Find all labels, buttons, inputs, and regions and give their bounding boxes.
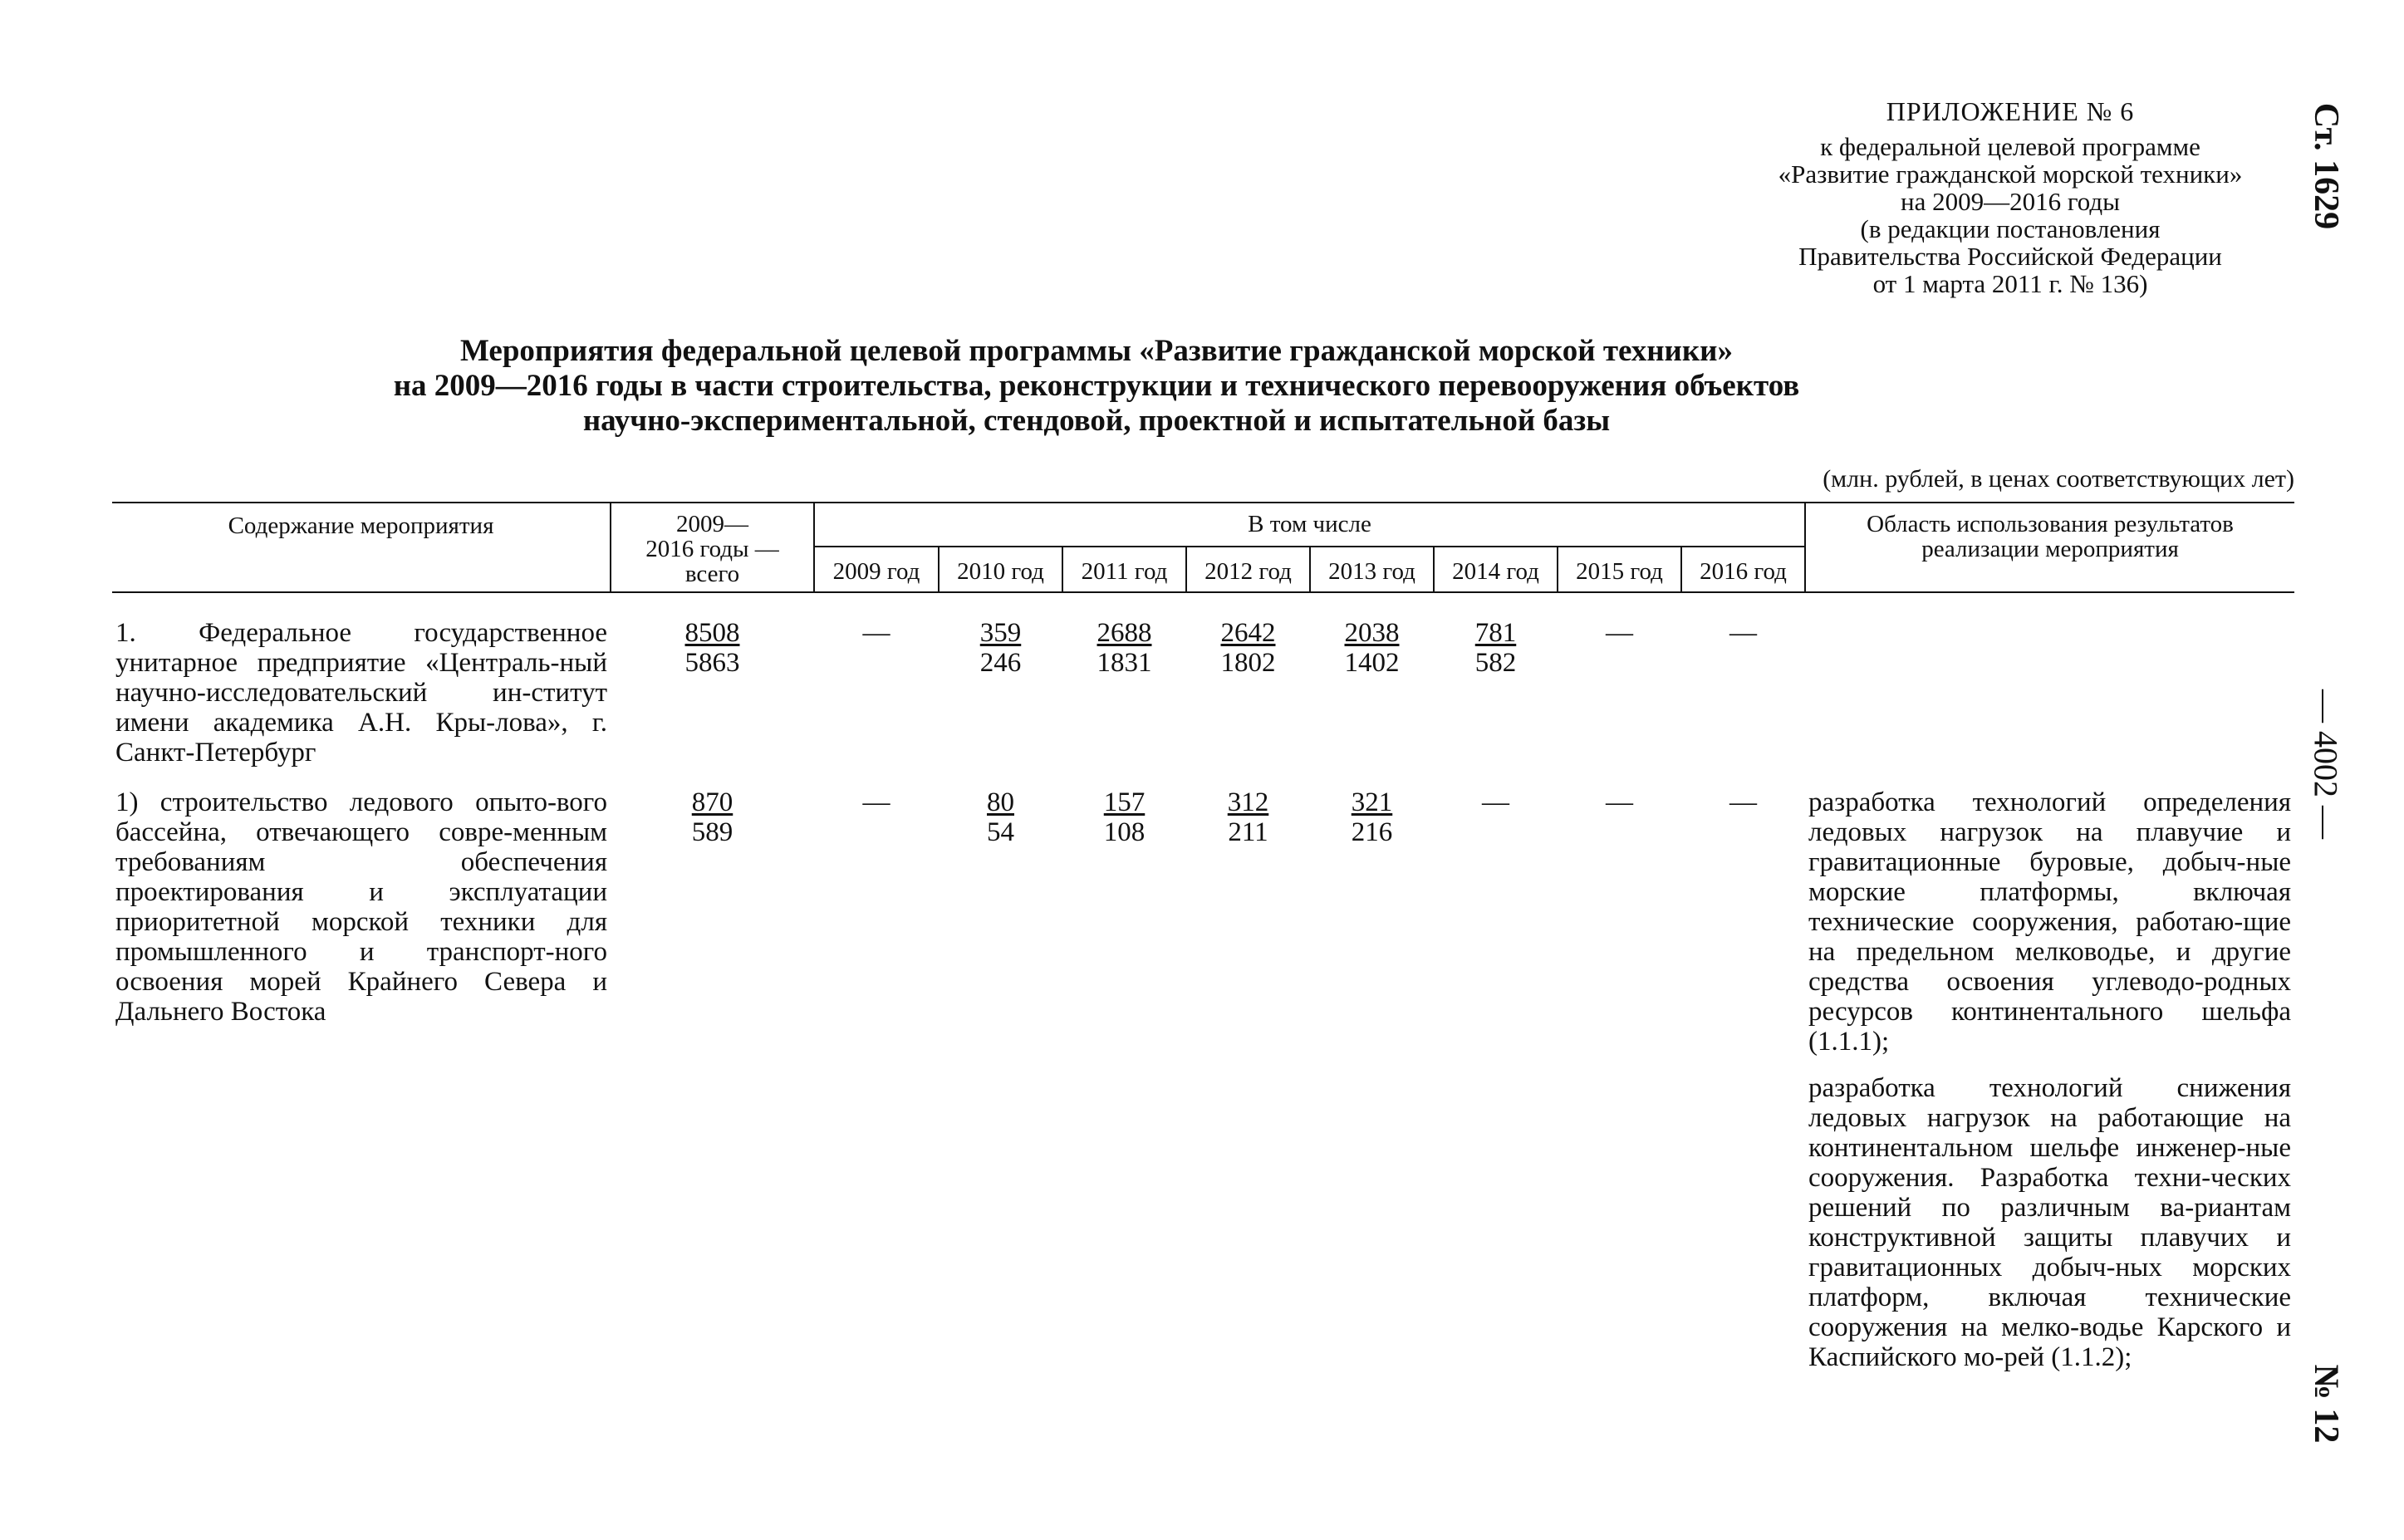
title-line: на 2009—2016 годы в части строительства, реконструкции и технического перевооружения объектов: [393, 369, 1800, 403]
header-total-line: всего: [684, 561, 740, 587]
appendix-line: на 2009—2016 годы: [1901, 187, 2120, 216]
value-federal: 246: [979, 648, 1022, 678]
year-cell: [1434, 618, 1558, 768]
appendix-block: [1728, 93, 2293, 297]
year-cell: [1310, 618, 1434, 768]
value-total: 2038: [1344, 618, 1400, 648]
appendix-title: ПРИЛОЖЕНИЕ № 6: [1886, 96, 2135, 126]
header-year: 2016 год: [1681, 547, 1805, 592]
header-year: 2011 год: [1062, 547, 1186, 592]
dash: —: [1729, 618, 1757, 648]
title-line: научно-экспериментальной, стендовой, проектной и испытательной базы: [582, 404, 1611, 438]
header-including: В том числе: [814, 503, 1805, 547]
header-area-line: Область использования результатов: [1867, 511, 2234, 537]
year-cell: [1558, 618, 1681, 768]
article-number: Ст. 1629: [2307, 102, 2345, 230]
area-paragraph: разработка технологий снижения ледовых нагрузок на работающие на континентальном шельфе инженер-ные сооружения. Разработка техни-ческих решений по различным ва-риантам конструктивной защиты плавучих и гравитационных добыч-ных морских платформ, включая технические сооружения на мелко-водье Карского и Каспийского мо-рей (1.1.2);: [1808, 1073, 2292, 1372]
title-line: Мероприятия федеральной целевой программы «Развитие гражданской морской техники»: [460, 334, 1733, 368]
value-federal: 1802: [1220, 648, 1276, 678]
row-area: [1805, 787, 2294, 1389]
header-total-line: 2016 годы —: [645, 536, 779, 562]
value-total: 8508: [684, 618, 740, 648]
row-area: [1805, 618, 2294, 768]
value-federal: 216: [1351, 817, 1393, 847]
row-total: [611, 618, 814, 768]
year-cell: [1062, 787, 1186, 1389]
value-total: 359: [979, 618, 1022, 648]
dash: —: [1729, 787, 1757, 817]
value-total: 870: [691, 787, 733, 817]
value-total: 80: [987, 787, 1014, 817]
header-area: [1805, 503, 2294, 592]
row-description: 1. Федеральное государственное унитарное предприятие «Централь-ный научно-исследовательский ин-ститут имени академика А.Н. Кры-лова», г. Санкт-Петербург: [115, 618, 607, 768]
value-federal: 1831: [1097, 648, 1152, 678]
row-total: [611, 787, 814, 1389]
header-year: 2015 год: [1558, 547, 1681, 592]
dash: —: [1482, 787, 1509, 817]
table-row: [112, 618, 2294, 768]
header-year: 2009 год: [814, 547, 939, 592]
dash: —: [1606, 618, 1633, 648]
value-federal: 54: [987, 817, 1014, 847]
year-cell: [1558, 787, 1681, 1389]
dash: —: [862, 787, 890, 817]
value-federal: 589: [691, 817, 733, 847]
header-year: 2014 год: [1434, 547, 1558, 592]
header-year: 2013 год: [1310, 547, 1434, 592]
value-total: 157: [1103, 787, 1146, 817]
value-federal: 211: [1228, 817, 1268, 847]
year-cell: [939, 787, 1062, 1389]
header-content: Содержание мероприятия: [112, 503, 611, 592]
year-cell: [814, 787, 939, 1389]
value-federal: 5863: [684, 648, 740, 678]
year-cell: [814, 618, 939, 768]
row-description: 1) строительство ледового опыто-вого бассейна, отвечающего совре-менным требованиям обеспечения проектирования и эксплуатации приоритетной морской техники для промышленного и транспорт-ного освоения морей Крайнего Севера и Дальнего Востока: [115, 787, 607, 1027]
issue-number: № 12: [2307, 1364, 2345, 1444]
year-cell: [1434, 787, 1558, 1389]
page-number: — 4002 —: [2307, 689, 2345, 839]
appendix-line: к федеральной целевой программе: [1820, 132, 2200, 161]
year-cell: [1310, 787, 1434, 1389]
document-title: [249, 334, 1944, 439]
year-cell: [1186, 787, 1310, 1389]
value-total: 312: [1227, 787, 1269, 817]
header-year: 2012 год: [1186, 547, 1310, 592]
dash: —: [1606, 787, 1633, 817]
header-total-line: 2009—: [676, 511, 748, 537]
appendix-line: «Развитие гражданской морской техники»: [1778, 159, 2243, 189]
year-cell: [939, 618, 1062, 768]
area-paragraph: разработка технологий определения ледовых нагрузок на плавучие и гравитационные буровые, добыч-ные морские платформы, включая технические сооружения, работаю-щие на предельном мелководье, и другие средства освоения углеводо-родных ресурсов континентального шельфа (1.1.1);: [1808, 787, 2292, 1057]
year-cell: [1186, 618, 1310, 768]
value-federal: 1402: [1344, 648, 1400, 678]
value-total: 781: [1474, 618, 1517, 648]
side-article-label: [2276, 83, 2376, 249]
header-year: 2010 год: [939, 547, 1062, 592]
dash: —: [862, 618, 890, 648]
value-total: 2642: [1220, 618, 1276, 648]
header-total: [611, 503, 814, 592]
appendix-line: (в редакции постановления: [1860, 214, 2161, 243]
value-total: 321: [1351, 787, 1393, 817]
units-note: (млн. рублей, в ценах соответствующих лет): [1823, 465, 2294, 493]
appendix-line: от 1 марта 2011 г. № 136): [1872, 269, 2148, 298]
table-row: [112, 787, 2294, 1389]
year-cell: [1681, 618, 1805, 768]
value-federal: 582: [1474, 648, 1517, 678]
year-cell: [1062, 618, 1186, 768]
header-area-line: реализации мероприятия: [1921, 536, 2179, 562]
value-federal: 108: [1103, 817, 1146, 847]
appendix-line: Правительства Российской Федерации: [1798, 242, 2222, 271]
year-cell: [1681, 787, 1805, 1389]
measures-table: [112, 502, 2294, 1389]
value-total: 2688: [1097, 618, 1152, 648]
